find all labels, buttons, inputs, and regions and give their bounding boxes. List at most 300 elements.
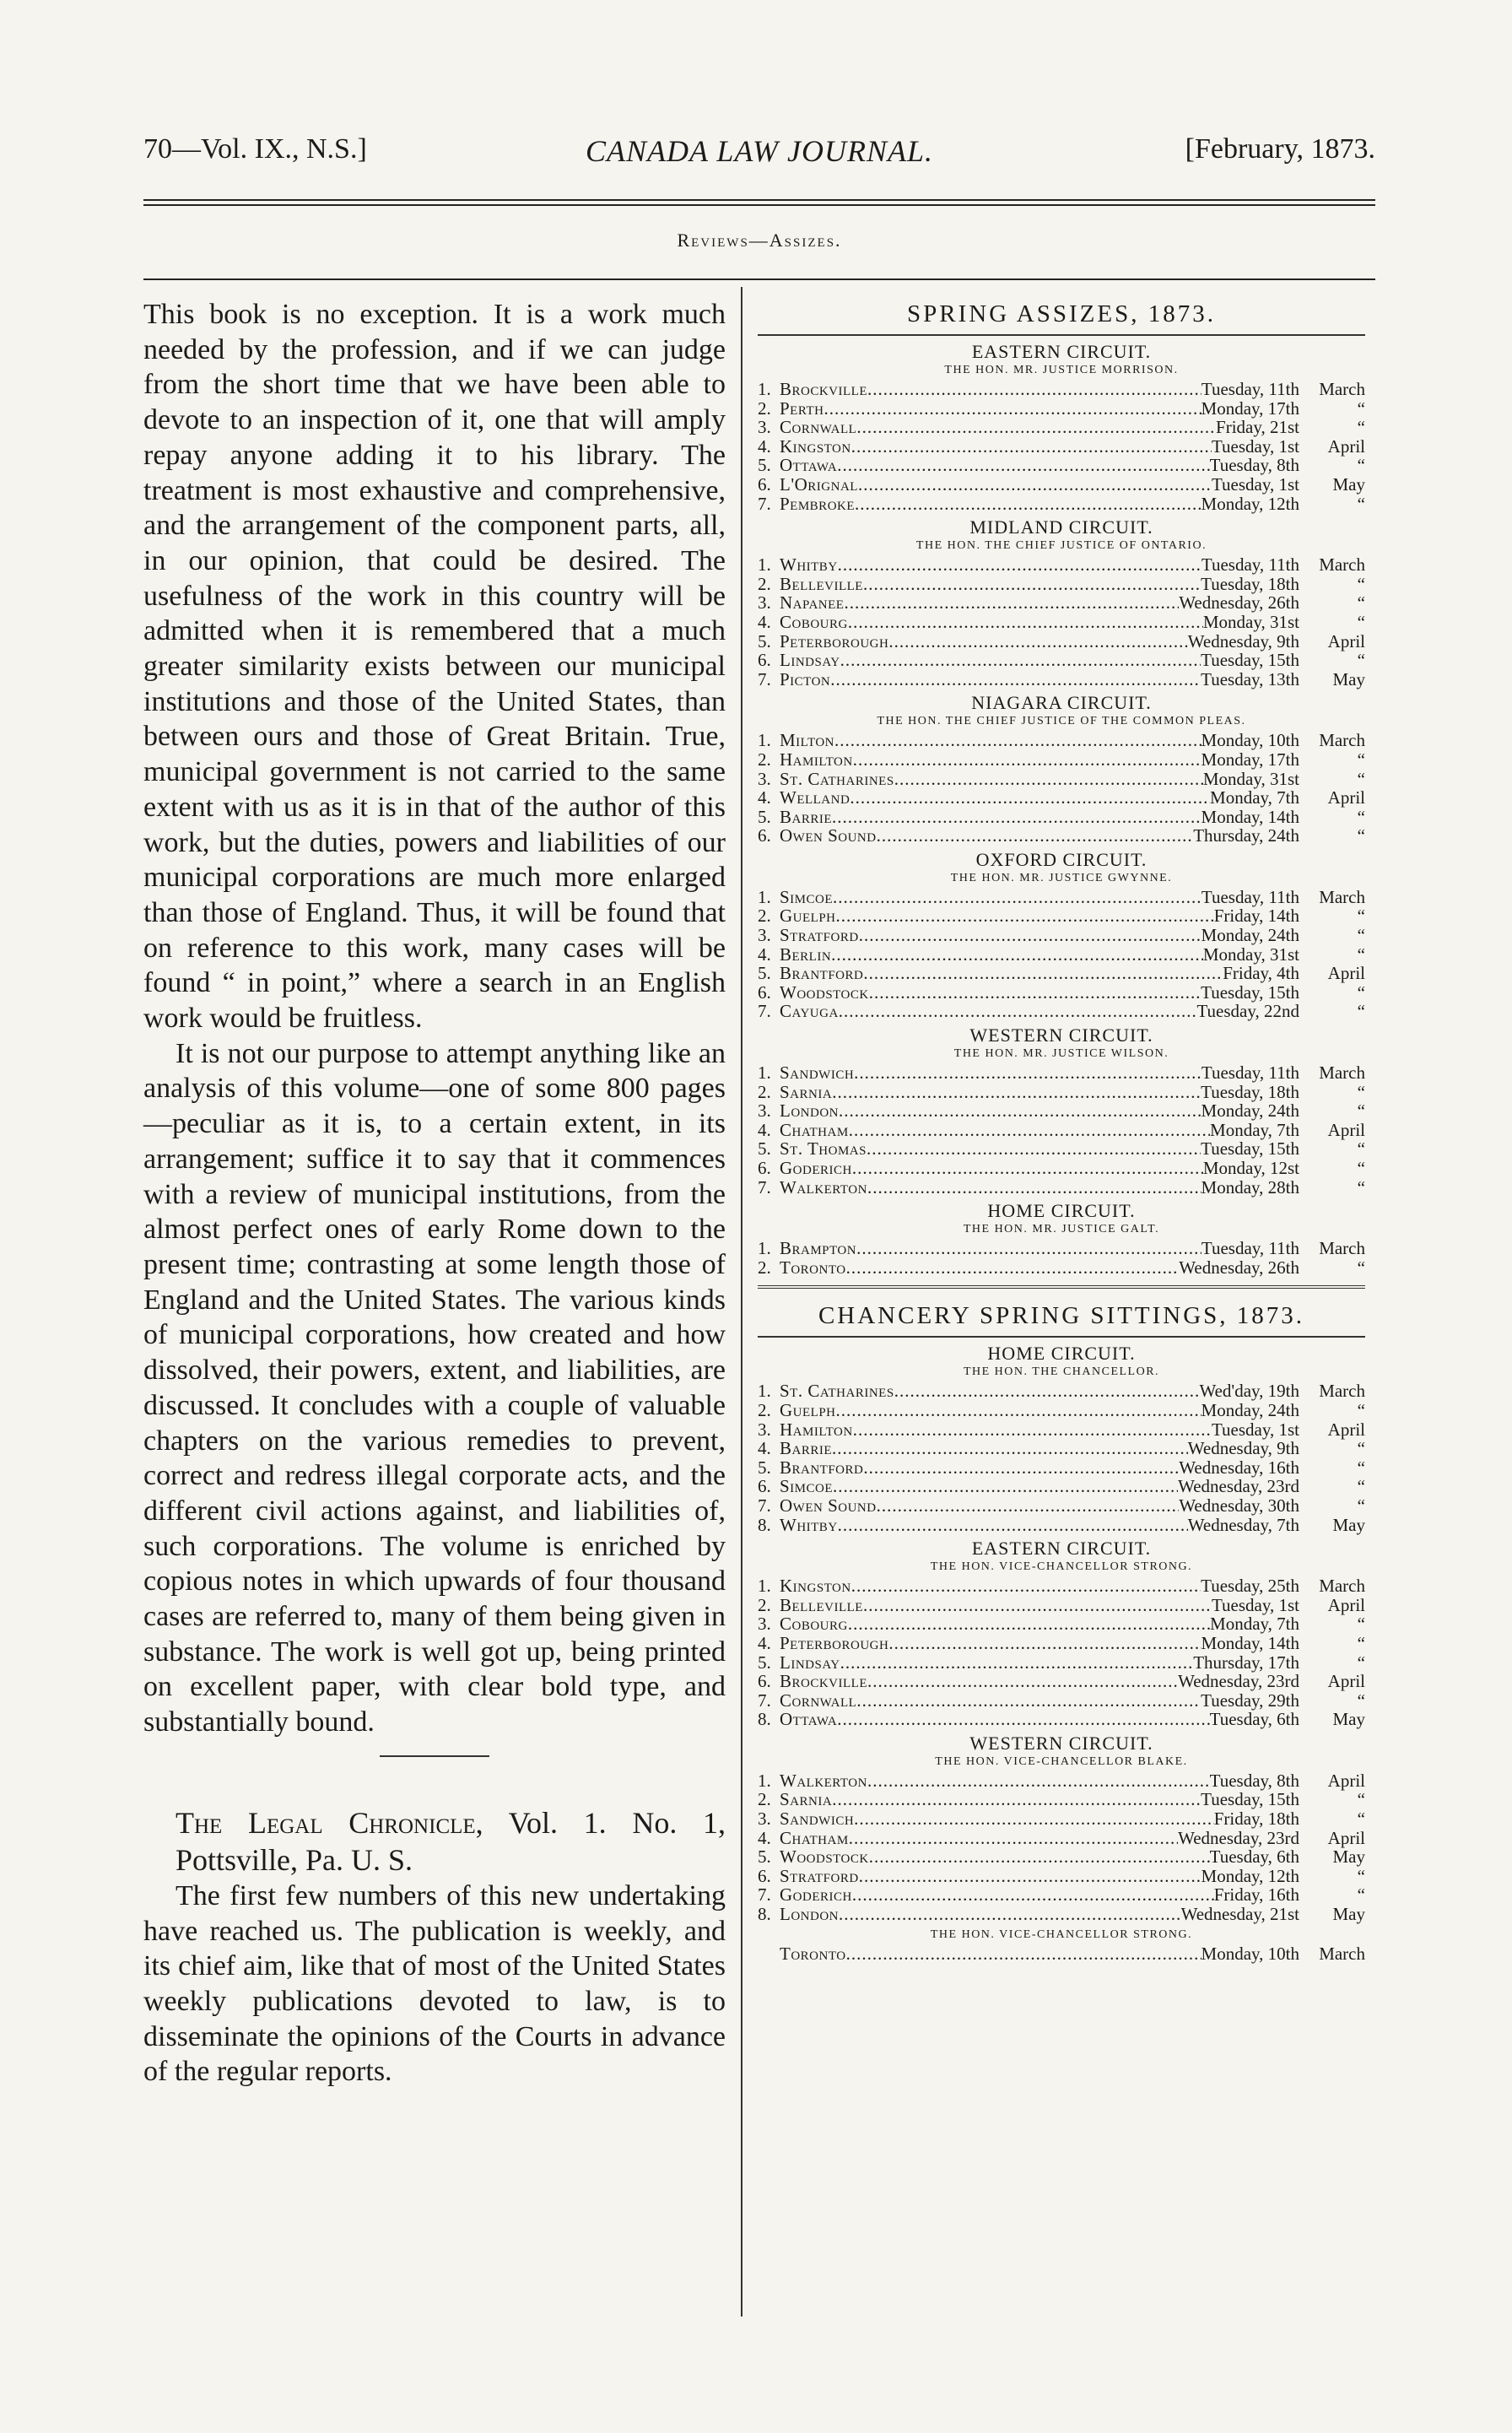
town-name: Ottawa [780,1709,838,1730]
sitting-month: “ [1357,1690,1365,1711]
leader-dots [839,1905,1181,1924]
row-number: 1. [758,886,771,907]
row-number: 2. [758,1789,771,1810]
circuit-name: MIDLAND CIRCUIT. [969,516,1153,538]
row-number: 1. [758,1576,771,1597]
town-name: Owen Sound [780,1495,877,1516]
review-column [143,297,726,2090]
column-divider [741,287,742,2317]
schedule-row [758,1121,1365,1140]
row-number: 3. [758,1614,771,1635]
chancery-rule-lower [758,1336,1365,1338]
row-number: 2. [758,749,771,770]
leader-dots [854,1063,1202,1083]
town-name: Walkerton [780,1176,867,1198]
sitting-day: Wednesday, 30th [1179,1495,1299,1516]
leader-dots [833,888,1202,907]
sitting-month: May [1332,1514,1365,1535]
circuit [758,1343,1365,1534]
sitting-day: Monday, 10th [1201,730,1299,751]
sitting-day: Monday, 24th [1201,1100,1299,1122]
row-number: 2. [758,1257,771,1278]
town-name: Pembroke [780,493,856,514]
town-name: Sarnia [780,1789,833,1810]
row-number: 6. [758,981,771,1003]
sitting-day: Friday, 4th [1223,963,1299,984]
town-name: Simcoe [780,886,834,907]
row-number: 2. [758,573,771,594]
leader-dots [851,437,1212,457]
town-name: Whitby [780,1514,838,1535]
leader-dots [869,1847,1210,1867]
leader-dots [849,1121,1210,1140]
schedule-row [758,399,1365,419]
assizes-rule [758,334,1365,336]
sitting-month: April [1327,435,1365,457]
circuit [758,516,1365,689]
schedule-row [758,1159,1365,1178]
circuit [758,1733,1365,1924]
sitting-day: Tuesday, 11th [1201,554,1299,576]
sitting-month: April [1327,787,1365,808]
schedule-row [758,906,1365,926]
review-heading [143,1804,726,1879]
sitting-month: “ [1357,417,1365,438]
sitting-day: Monday, 24th [1201,1399,1299,1420]
town-name: Hamilton [780,749,853,770]
schedule-row [758,456,1365,475]
circuit-judge: THE HON. VICE-CHANCELLOR BLAKE. [935,1754,1188,1768]
sitting-month: “ [1357,1100,1365,1122]
schedule-row [758,418,1365,437]
leader-dots [851,1576,1201,1596]
sitting-month: April [1327,963,1365,984]
circuit [758,1927,1365,1964]
row-number: 7. [758,1884,771,1906]
schedule-row [758,1596,1365,1615]
schedule-row [758,1710,1365,1729]
row-number: 7. [758,1176,771,1198]
leader-dots [877,826,1194,846]
sitting-day: Friday, 14th [1213,906,1299,927]
leader-dots [856,1239,1202,1258]
leader-dots [863,1596,1212,1615]
sitting-day: Monday, 17th [1201,397,1299,419]
circuit-judge: THE HON. VICE-CHANCELLOR STRONG. [930,1927,1193,1941]
sitting-month: March [1319,1062,1365,1084]
circuit-name: EASTERN CIRCUIT. [971,341,1152,362]
row-number: 2. [758,906,771,927]
sitting-day: Monday, 17th [1201,749,1299,770]
row-number: 7. [758,1495,771,1516]
sitting-month: May [1332,473,1365,495]
sitting-day: Monday, 10th [1201,1943,1299,1964]
sitting-day: Thursday, 24th [1193,825,1299,846]
sitting-day: Monday, 14th [1201,1632,1299,1653]
row-number: 7. [758,1001,771,1022]
leader-dots [858,475,1212,495]
town-name: Brockville [780,1671,867,1692]
sitting-day: Tuesday, 11th [1201,1238,1299,1259]
town-name: Brantford [780,963,864,984]
head-rule-top [143,199,1375,201]
sitting-day: Monday, 7th [1210,787,1299,808]
review-end-rule [380,1755,489,1757]
circuit-name: OXFORD CIRCUIT. [975,848,1148,870]
sitting-day: Wednesday, 21st [1180,1904,1299,1925]
town-name: Walkerton [780,1770,867,1791]
schedule-row [758,788,1365,808]
sitting-day: Tuesday, 6th [1209,1846,1299,1868]
sitting-day: Tuesday, 15th [1201,650,1299,671]
leader-dots [838,1516,1188,1535]
review-paragraph: It is not our purpose to attempt anything like an analysis of this volume—one of some 800 pages—peculiar as it is, to a certain extent, in its arrangement; suffice it to say that it commences with a review of municipal institutions, from the almost perfect ones of early Rome down to the present time; contrasting at some length those of England and the United States. The various kinds of municipal corporations, how created and how dissolved, their powers, extent, and liabilities, are discussed. It concludes with a couple of valuable chapters on the various remedies to prevent, correct and redress illegal corporate acts, and the different civil actions against, and liabilities of, such corporations. The volume is enriched by copious notes in which upwards of four thousand cases are referred to, many of them being given in substance. The work is well got up, being printed on excellent paper, with clear bold type, and substantially bound. [143,1037,726,1738]
row-number: 6. [758,1476,771,1497]
town-name: Kingston [780,435,851,457]
leader-dots [863,575,1201,594]
circuit-judge: THE HON. THE CHANCELLOR. [963,1365,1160,1379]
sitting-day: Tuesday, 15th [1201,1138,1299,1160]
leader-dots [840,651,1202,670]
sitting-month: “ [1357,749,1365,770]
sitting-month: “ [1357,611,1365,632]
row-number: 5. [758,630,771,652]
sitting-day: Tuesday, 1st [1211,1594,1299,1615]
town-name: Barrie [780,1438,833,1459]
town-name: Belleville [780,1594,863,1615]
sitting-month: March [1319,379,1365,399]
leader-dots [844,593,1179,613]
row-number: 6. [758,825,771,846]
schedule-row [758,1516,1365,1535]
town-name: Cobourg [780,1614,848,1635]
schedule-row [758,1178,1365,1198]
row-number: 1. [758,730,771,751]
town-name: Cornwall [780,417,857,438]
sitting-day: Friday, 16th [1213,1884,1299,1906]
town-name: Whitby [780,554,838,576]
leader-dots [831,945,1203,965]
sitting-month: May [1332,1846,1365,1868]
town-name: Cayuga [780,1001,839,1022]
row-number: 6. [758,650,771,671]
leader-dots [840,1653,1194,1673]
sitting-day: Tuesday, 11th [1201,886,1299,907]
section-rule [143,278,1375,280]
sitting-day: Monday, 12th [1201,1865,1299,1886]
schedule-row [758,808,1365,827]
sitting-month: “ [1357,397,1365,419]
schedule-row [758,1653,1365,1673]
town-name: Sandwich [780,1809,855,1830]
schedule-row [758,770,1365,789]
sitting-day: Monday, 14th [1201,806,1299,827]
sitting-month: “ [1357,1865,1365,1886]
town-name: Chatham [780,1827,849,1848]
leader-dots [888,632,1187,652]
leader-dots [867,380,1202,399]
leader-dots [849,1829,1178,1848]
sitting-month: April [1327,1671,1365,1692]
schedule-row [758,731,1365,750]
row-number: 1. [758,1238,771,1259]
circuit [758,849,1365,1021]
town-name: Sarnia [780,1081,833,1102]
schedule-row [758,1905,1365,1924]
sitting-day: Monday, 7th [1210,1614,1299,1635]
circuit [758,692,1365,846]
row-number: 3. [758,1419,771,1440]
schedule-row [758,1809,1365,1829]
sitting-day: Tuesday, 1st [1211,1419,1299,1440]
schedule-row [758,1771,1365,1791]
schedule-row [758,1614,1365,1634]
leader-dots [867,1139,1201,1159]
sitting-month: “ [1357,1081,1365,1102]
schedule-row [758,1258,1365,1278]
sitting-day: Tuesday, 18th [1201,573,1299,594]
town-name: Barrie [780,806,833,827]
circuit-judge: THE HON. MR. JUSTICE GALT. [963,1223,1160,1236]
leader-dots [836,1401,1202,1420]
assizes-circuits [758,341,1365,1277]
town-name: Belleville [780,573,863,594]
sitting-day: Wednesday, 7th [1187,1514,1299,1535]
row-number: 3. [758,1809,771,1830]
town-name: Kingston [780,1576,851,1597]
leader-dots [853,1420,1212,1440]
circuit-name: EASTERN CIRCUIT. [971,1538,1152,1560]
review-paragraph: The first few numbers of this new undertaking have reached us. The publication is weekly, and its chief aim, like that of most of the United States weekly publications devoted to law, is to disseminate the opinions of the Courts in advance of the regular reports. [143,1879,726,2088]
town-name: Cornwall [780,1690,857,1711]
sitting-day: Tuesday, 22nd [1196,1001,1299,1022]
leader-dots [837,1710,1209,1729]
row-number: 8. [758,1709,771,1730]
leader-dots [855,495,1202,514]
sitting-day: Tuesday, 8th [1209,455,1299,476]
row-number: 6. [758,473,771,495]
sitting-month: “ [1357,650,1365,671]
sitting-month: “ [1357,1789,1365,1810]
sitting-day: Wednesday, 26th [1179,1257,1299,1278]
leader-dots [832,1439,1188,1458]
row-number: 4. [758,787,771,808]
leader-dots [894,1381,1200,1401]
leader-dots [837,456,1209,475]
sitting-day: Tuesday, 13th [1201,668,1299,689]
leader-dots [832,808,1202,827]
schedule-row [758,1634,1365,1653]
row-number: 4. [758,435,771,457]
review-title: The Legal Chronicle, [176,1805,483,1840]
sitting-day: Wednesday, 16th [1179,1457,1299,1478]
row-number: 5. [758,963,771,984]
schedule-row [758,437,1365,457]
row-number: 5. [758,806,771,827]
sitting-day: Wed'day, 19th [1199,1381,1299,1402]
town-name: Goderich [780,1158,852,1178]
town-name: Picton [780,668,831,689]
circuit [758,1538,1365,1729]
leader-dots [869,983,1201,1003]
sitting-month: “ [1357,825,1365,846]
row-number: 3. [758,925,771,946]
row-number: 1. [758,1770,771,1791]
leader-dots [856,1691,1201,1711]
town-name: Hamilton [780,1419,853,1440]
schedule-row [758,888,1365,907]
sitting-month: “ [1357,1457,1365,1478]
schedule-row [758,1083,1365,1102]
town-name: Peterborough [780,1632,889,1653]
leader-dots [888,1634,1201,1653]
schedule-row [758,651,1365,670]
sitting-day: Tuesday, 25th [1201,1576,1299,1597]
leader-dots [877,1496,1180,1516]
schedule-row [758,1829,1365,1848]
row-number: 6. [758,1865,771,1886]
volume-info: 70—Vol. IX., N.S.] [143,133,367,165]
sitting-month: “ [1357,573,1365,594]
schedule-row [758,1885,1365,1905]
town-name: Brantford [780,1457,864,1478]
row-number: 1. [758,1062,771,1084]
schedule-row [758,1867,1365,1886]
sitting-month: “ [1357,493,1365,514]
schedule-row [758,1139,1365,1159]
sitting-day: Wednesday, 23rd [1178,1476,1299,1497]
leader-dots [852,1159,1203,1178]
sitting-month: “ [1357,1001,1365,1022]
row-number: 8. [758,1904,771,1925]
leader-dots [839,1002,1197,1021]
sitting-month: “ [1357,1257,1365,1278]
schedule-row [758,1401,1365,1420]
schedule-row [758,495,1365,514]
town-name: Brampton [780,1238,857,1259]
sitting-day: Monday, 12th [1201,493,1299,514]
leader-dots [839,1101,1202,1121]
sitting-day: Monday, 12st [1202,1158,1299,1178]
town-name: Woodstock [780,1846,869,1868]
row-number: 2. [758,1399,771,1420]
row-number: 4. [758,1827,771,1848]
circuit-judge: THE HON. MR. JUSTICE WILSON. [953,1047,1169,1061]
schedule-row [758,670,1365,689]
leader-dots [832,1083,1201,1102]
leader-dots [834,731,1202,750]
sitting-month: March [1319,886,1365,907]
assizes-title: SPRING ASSIZES, 1873. [907,300,1216,327]
circuit-name: HOME CIRCUIT. [987,1200,1136,1222]
row-number: 5. [758,1457,771,1478]
schedule-row [758,983,1365,1003]
schedule-row [758,632,1365,652]
schedule-row [758,945,1365,965]
town-name: Welland [780,787,850,808]
sitting-month: “ [1357,806,1365,827]
sitting-month: “ [1357,1138,1365,1160]
town-name: St. Catharines [780,1381,894,1402]
schedule-row [758,1063,1365,1083]
leader-dots [838,555,1202,575]
circuit-judge: THE HON. THE CHIEF JUSTICE OF THE COMMON PLEAS. [877,715,1246,728]
row-number: 5. [758,1138,771,1160]
row-number: 6. [758,1671,771,1692]
row-number: 7. [758,493,771,514]
sitting-day: Tuesday, 1st [1211,473,1299,495]
sitting-day: Monday, 31st [1202,611,1299,632]
town-name: Sandwich [780,1062,855,1084]
circuit [758,341,1365,513]
leader-dots [836,906,1214,926]
leader-dots [867,1178,1202,1198]
circuit-judge: THE HON. THE CHIEF JUSTICE OF ONTARIO. [915,539,1207,553]
sitting-month: March [1319,554,1365,576]
schedule-row [758,1944,1365,1964]
row-number: 4. [758,611,771,632]
schedule-row [758,1101,1365,1121]
issue-date: [February, 1873. [1185,133,1375,165]
schedule-row [758,555,1365,575]
row-number: 7. [758,1690,771,1711]
row-number [758,1944,780,1964]
sitting-month: April [1327,1419,1365,1440]
sitting-day: Tuesday, 29th [1201,1690,1299,1711]
town-name: Chatham [780,1119,849,1140]
row-number: 2. [758,1594,771,1615]
sitting-month: “ [1357,1632,1365,1653]
sitting-day: Wednesday, 23rd [1178,1671,1299,1692]
journal-title: CANADA LAW JOURNAL. [586,134,933,168]
leader-dots [852,1885,1214,1905]
sitting-month: March [1319,1576,1365,1597]
leader-dots [850,788,1210,808]
sitting-day: Wednesday, 26th [1179,592,1299,614]
leader-dots [846,1258,1180,1278]
leader-dots [867,1672,1178,1691]
sitting-day: Tuesday, 15th [1201,1789,1299,1810]
schedule-row [758,1691,1365,1711]
sitting-month: “ [1357,768,1365,789]
row-number: 3. [758,592,771,614]
leader-dots [867,1771,1210,1791]
sitting-month: April [1327,1770,1365,1791]
leader-dots [833,1477,1178,1496]
schedule-row [758,1477,1365,1496]
sitting-month: April [1327,1827,1365,1848]
sitting-month: March [1319,1943,1365,1964]
row-number: 4. [758,1632,771,1653]
town-name: Lindsay [780,1652,840,1673]
row-number: 2. [758,1081,771,1102]
town-name: Cobourg [780,611,848,632]
sitting-month: April [1327,630,1365,652]
schedule-column [758,297,1365,1963]
sitting-day: Monday, 7th [1210,1119,1299,1140]
leader-dots [863,964,1223,983]
sitting-month: “ [1357,1476,1365,1497]
leader-dots [848,613,1203,632]
schedule-row [758,750,1365,770]
sitting-month: March [1319,1381,1365,1402]
sitting-day: Friday, 21st [1216,417,1299,438]
sitting-month: “ [1357,1176,1365,1198]
leader-dots [856,418,1216,437]
schedule-row [758,1239,1365,1258]
leader-dots [853,750,1202,770]
chancery-circuits [758,1343,1365,1963]
